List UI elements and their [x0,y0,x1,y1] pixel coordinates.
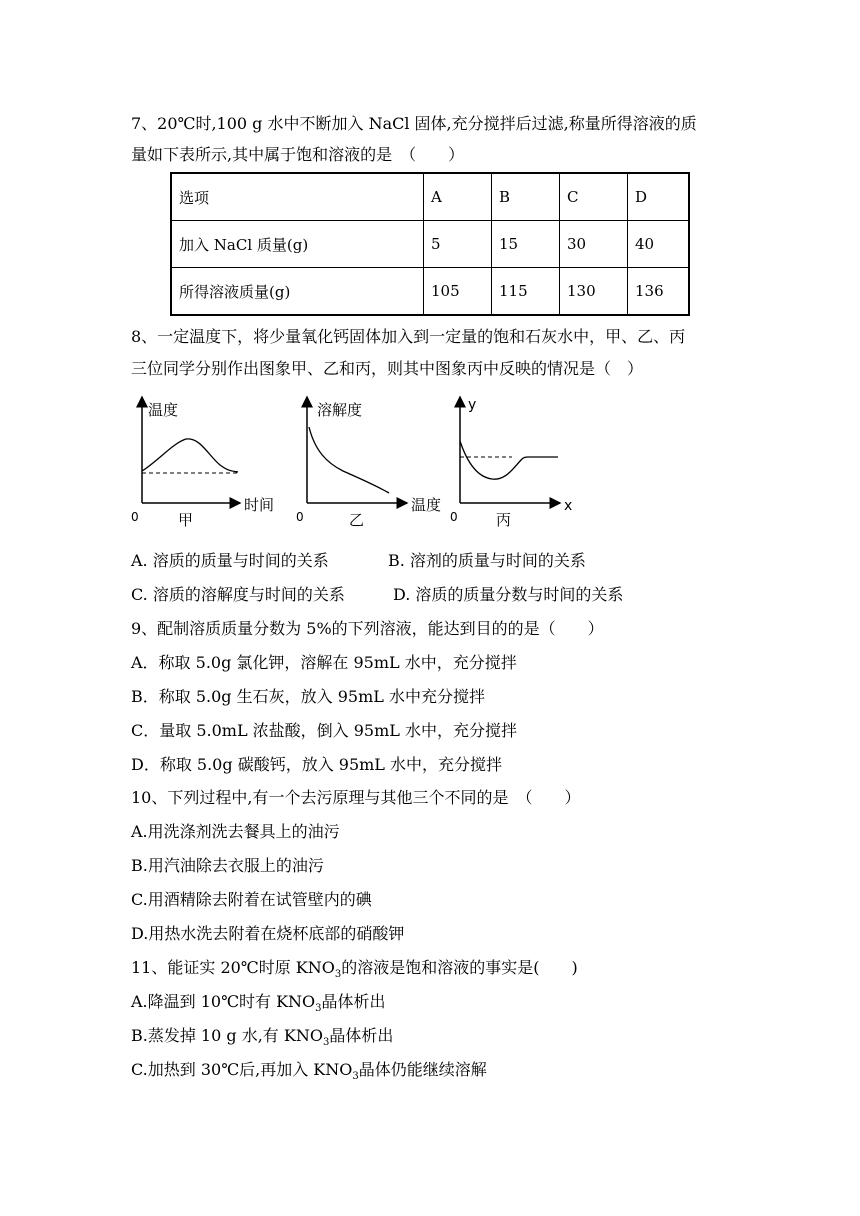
q8-option-c: C. 溶质的溶解度与时间的关系 [131,585,345,604]
q11-stem-text-end: 的溶液是饱和溶液的事实是( ) [341,958,578,977]
curve [309,427,389,493]
x-axis-label: 温度 [411,496,442,514]
q11-option-c-text-end: 晶体仍能继续溶解 [358,1060,487,1079]
subscript: 3 [334,969,342,981]
graph-caption: 丙 [496,511,512,529]
q8-option-b: B. 溶剂的质量与时间的关系 [388,551,586,570]
q11-stem-text: 11、能证实 20℃时原 KNO [131,958,335,977]
table-cell: 15 [492,221,560,268]
q8-stem-line1: 8、一定温度下，将少量氧化钙固体加入到一定量的饱和石灰水中，甲、乙、丙 [131,327,686,346]
table-cell: 115 [492,268,560,316]
q11-option-b-text-end: 晶体析出 [329,1026,394,1045]
table-cell: C [560,173,628,221]
q7-stem-line2: 量如下表所示,其中属于饱和溶液的是 （ ） [131,145,465,164]
graph-caption: 甲 [178,511,194,529]
curve [142,439,238,472]
x-axis-label: 时间 [244,496,275,514]
q11-option-c [131,1060,487,1087]
graph-caption: 乙 [349,511,365,529]
subscript: 3 [322,1037,330,1049]
q11-option-b [131,1026,393,1053]
table-cell: 选项 [171,173,424,221]
q10-stem: 10、下列过程中,有一个去污原理与其他三个不同的是 （ ） [131,788,581,807]
table-cell: 105 [424,268,492,316]
curve [460,441,558,479]
q9-option-d: D．称取 5.0g 碳酸钙，放入 95mL 水中，充分搅拌 [131,755,503,774]
q8-option-d: D. 溶质的质量分数与时间的关系 [393,585,624,604]
table-cell: 130 [560,268,628,316]
q11-option-c-text: C.加热到 30℃后,再加入 KNO [131,1060,353,1079]
q9-option-b: B．称取 5.0g 生石灰，放入 95mL 水中充分搅拌 [131,687,485,706]
q10-option-a: A.用洗涤剂洗去餐具上的油污 [131,822,340,841]
table-cell: B [492,173,560,221]
q9-stem: 9、配制溶质质量分数为 5%的下列溶液，能达到目的的是（ ） [131,619,604,638]
graph-bing [448,393,588,533]
y-axis-label: 溶解度 [317,401,363,419]
table-cell: 5 [424,221,492,268]
q7-table [170,172,690,316]
q8-option-a: A. 溶质的质量与时间的关系 [131,551,329,570]
q10-option-c: C.用酒精除去附着在试管壁内的碘 [131,890,372,909]
q11-option-a-text-end: 晶体析出 [321,992,386,1011]
x-axis-label: x [564,498,573,514]
q9-option-c: C．量取 5.0mL 浓盐酸，倒入 95mL 水中，充分搅拌 [131,721,517,740]
table-cell: 30 [560,221,628,268]
graph-jia [128,393,288,533]
origin-label: 0 [131,510,139,524]
table-cell: 加入 NaCl 质量(g) [171,221,424,268]
table-row [171,268,689,316]
table-cell: 136 [628,268,690,316]
q9-option-a: A．称取 5.0g 氯化钾，溶解在 95mL 水中，充分搅拌 [131,653,517,672]
q10-option-d: D.用热水洗去附着在烧杯底部的硝酸钾 [131,924,405,943]
q10-option-b: B.用汽油除去衣服上的油污 [131,856,324,875]
origin-label: 0 [450,510,458,524]
table-cell: 40 [628,221,690,268]
table-cell: 所得溶液质量(g) [171,268,424,316]
q8-stem-line2: 三位同学分别作出图象甲、乙和丙，则其中图象丙中反映的情况是（ ） [131,359,644,378]
table-cell: A [424,173,492,221]
q11-option-b-text: B.蒸发掉 10 g 水,有 KNO [131,1026,323,1045]
q7-stem-line1: 7、20℃时,100 g 水中不断加入 NaCl 固体,充分搅拌后过滤,称量所得溶液的质 [131,114,697,133]
table-cell: D [628,173,690,221]
subscript: 3 [352,1071,359,1083]
y-axis-label: y [468,397,477,413]
y-axis-label: 温度 [148,401,179,419]
table-row [171,173,689,221]
origin-label: 0 [296,510,304,524]
q11-option-a [131,992,386,1019]
q11-stem [131,958,578,985]
q11-option-a-text: A.降温到 10℃时有 KNO [131,992,316,1011]
table-row [171,221,689,268]
subscript: 3 [315,1003,322,1015]
graph-yi [293,393,453,533]
